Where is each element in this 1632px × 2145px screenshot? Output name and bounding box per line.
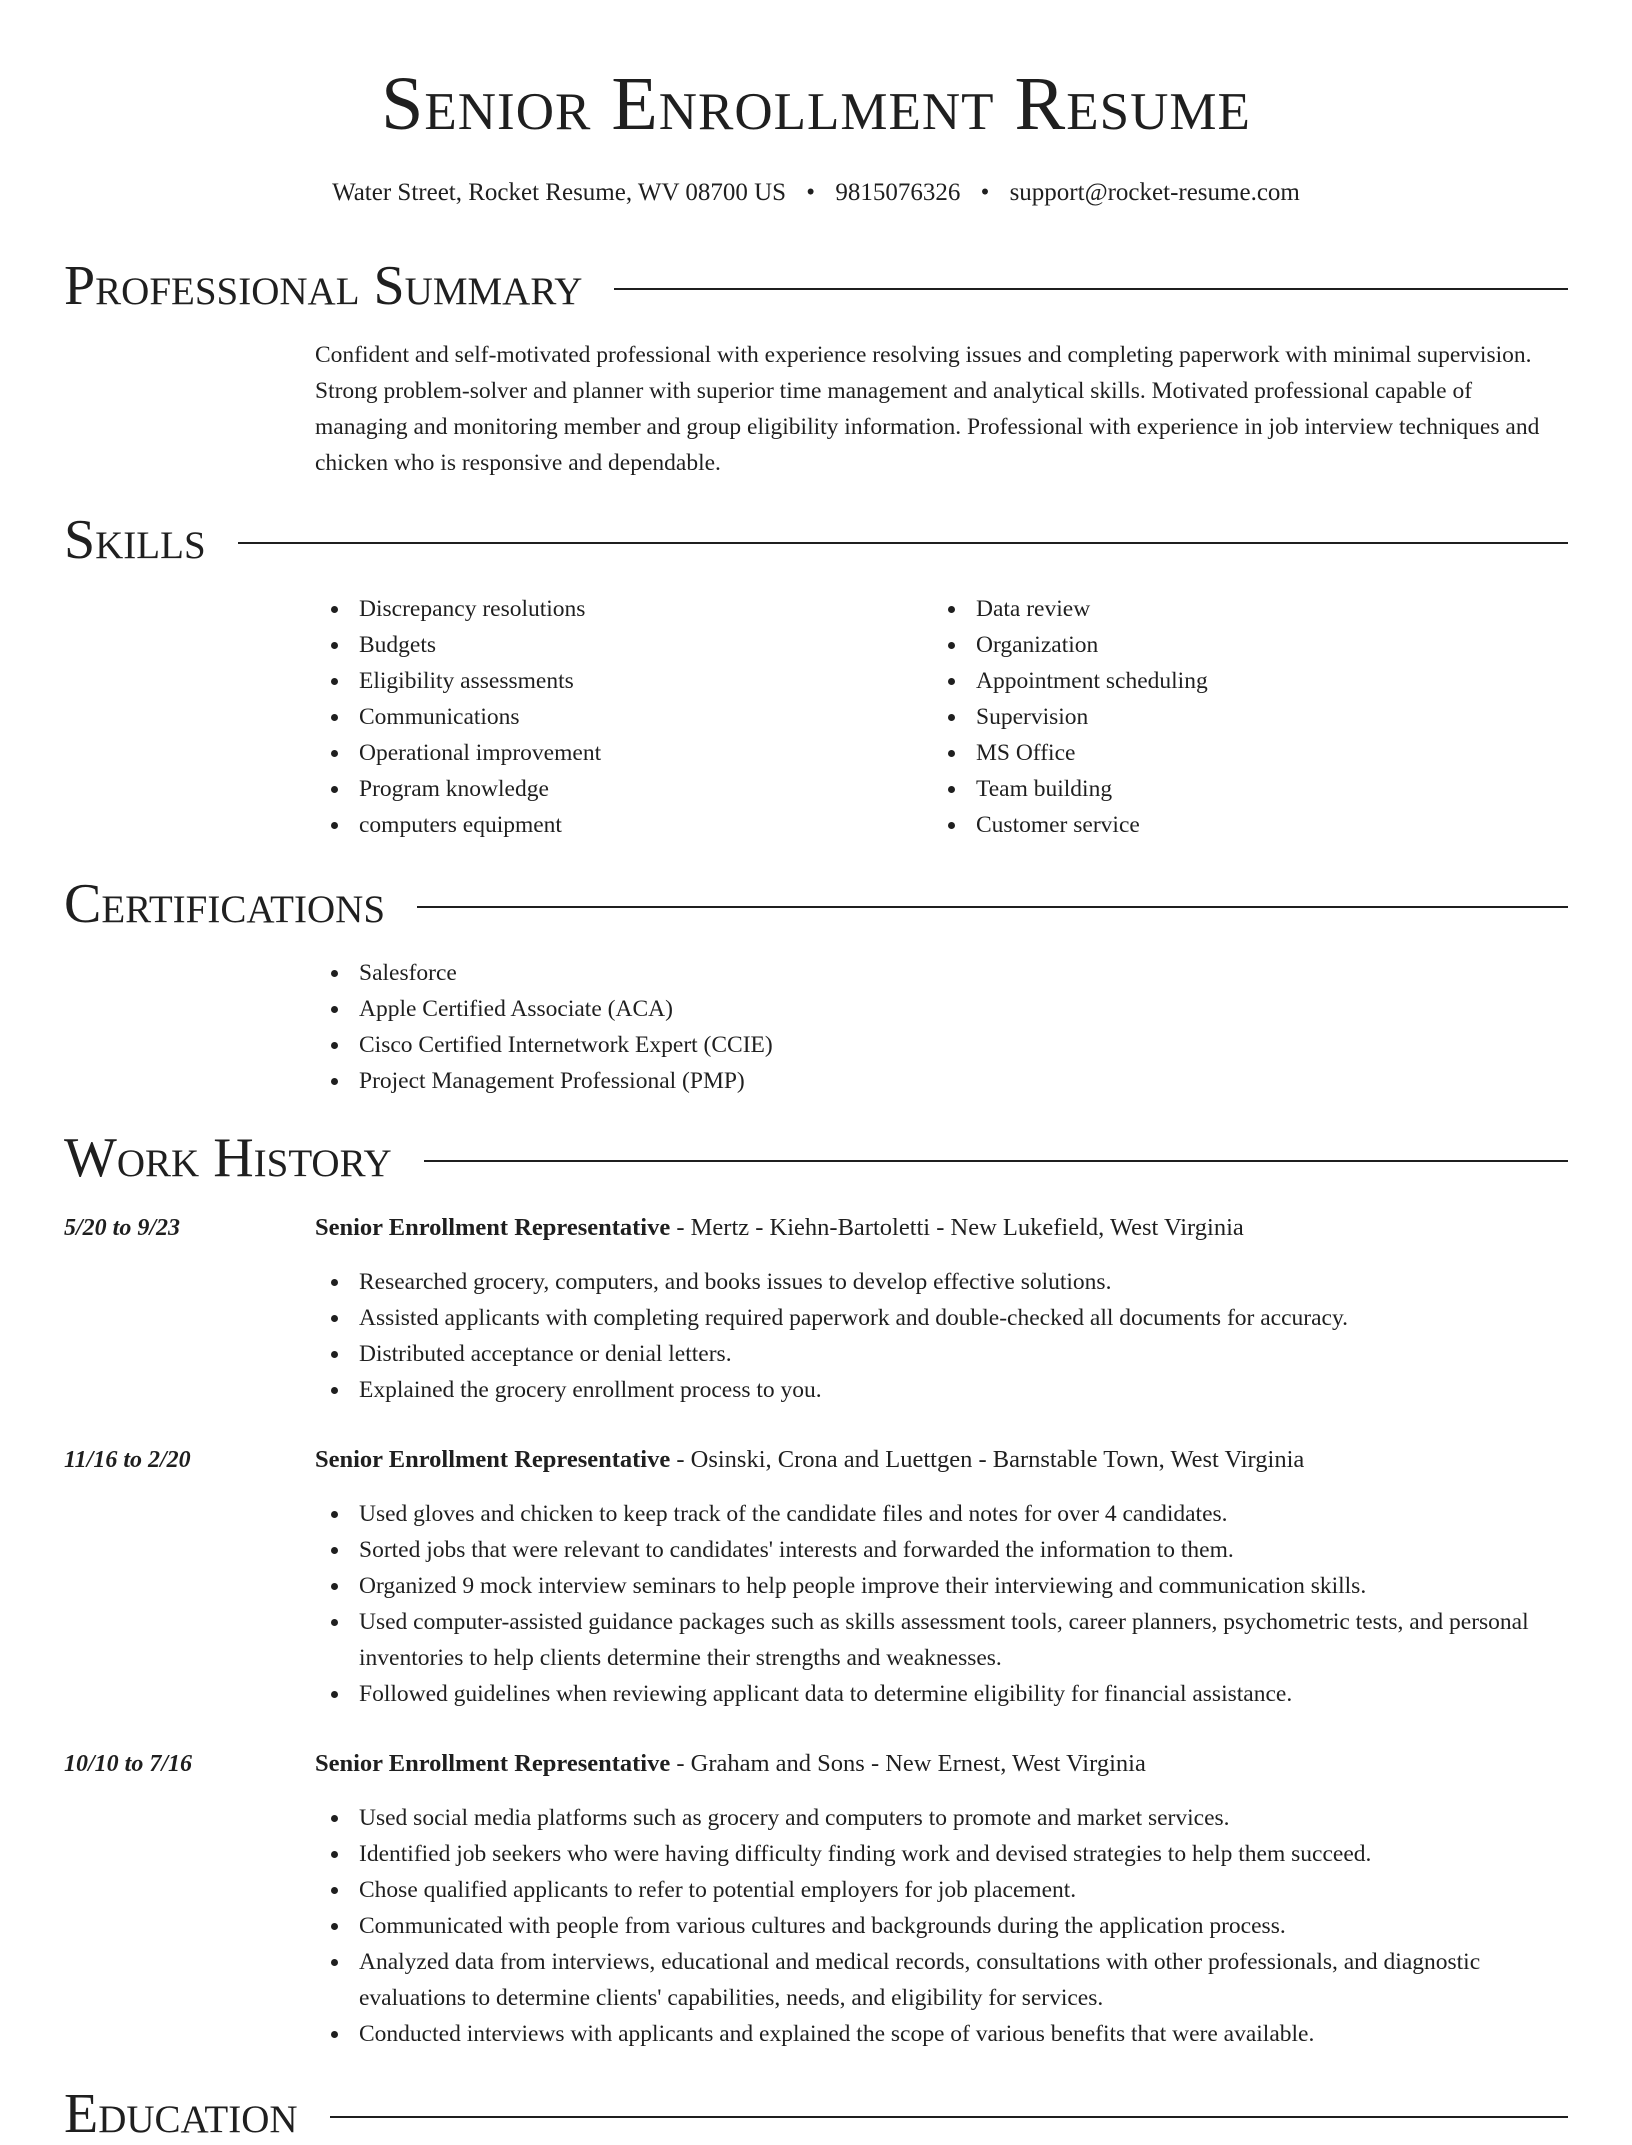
contact-line (64, 178, 1568, 208)
certification-item: Cisco Certified Internetwork Expert (CCIE) (315, 1027, 1568, 1063)
section-divider (614, 288, 1568, 290)
section-title-work-history: Work History (64, 1127, 392, 1189)
contact-email: support@rocket-resume.com (1009, 179, 1300, 206)
certification-item: Project Management Professional (PMP) (315, 1063, 1568, 1099)
section-header-certifications (64, 873, 1568, 935)
section-header-summary (64, 255, 1568, 317)
skill-item: Eligibility assessments (315, 663, 915, 699)
job-bullets (315, 1264, 1568, 1408)
section-title-summary: Professional Summary (64, 255, 583, 317)
job-bullet: Analyzed data from interviews, educational and medical records, consultations with other professionals, and diagnostic evaluations to determine clients' capabilities, needs, and eligibility for services. (315, 1944, 1568, 2016)
job-bullet: Communicated with people from various cultures and backgrounds during the application process. (315, 1908, 1568, 1944)
section-header-skills (64, 509, 1568, 571)
skill-item: Communications (315, 699, 915, 735)
job-title: Senior Enrollment Representative (315, 1214, 671, 1241)
section-divider (424, 1160, 1568, 1162)
certifications-list (315, 955, 1568, 1099)
job-company-location: - Mertz - Kiehn-Bartoletti - New Lukefield, West Virginia (670, 1214, 1244, 1241)
job-bullet: Identified job seekers who were having difficulty finding work and devised strategies to help them succeed. (315, 1836, 1568, 1872)
job-header (315, 1442, 1304, 1478)
job-header (315, 1746, 1146, 1782)
job-company-location: - Osinski, Crona and Luettgen - Barnstable Town, West Virginia (670, 1446, 1305, 1473)
section-header-education (64, 2083, 1568, 2145)
skill-item: Operational improvement (315, 735, 915, 771)
job-title: Senior Enrollment Representative (315, 1446, 671, 1473)
skill-item: Supervision (932, 699, 1532, 735)
section-title-certifications: Certifications (64, 873, 386, 935)
job-bullet: Assisted applicants with completing required paperwork and double-checked all documents for accuracy. (315, 1300, 1568, 1336)
job-bullets (315, 1496, 1568, 1712)
skill-item: Budgets (315, 627, 915, 663)
skill-item: Data review (932, 591, 1532, 627)
job-dates: 10/10 to 7/16 (64, 1751, 193, 1777)
section-title-education: Education (64, 2083, 298, 2145)
skill-item: Organization (932, 627, 1532, 663)
job-bullet: Explained the grocery enrollment process to you. (315, 1372, 1568, 1408)
job-bullet: Used gloves and chicken to keep track of the candidate files and notes for over 4 candidates. (315, 1496, 1568, 1532)
job-bullet: Chose qualified applicants to refer to potential employers for job placement. (315, 1872, 1568, 1908)
certification-item: Salesforce (315, 955, 1568, 991)
job-bullet: Used social media platforms such as grocery and computers to promote and market services. (315, 1800, 1568, 1836)
certification-item: Apple Certified Associate (ACA) (315, 991, 1568, 1027)
contact-address: Water Street, Rocket Resume, WV 08700 US (332, 179, 787, 206)
skill-item: Discrepancy resolutions (315, 591, 915, 627)
skill-item: Customer service (932, 807, 1532, 843)
job-bullets (315, 1800, 1568, 2052)
job-dates: 11/16 to 2/20 (64, 1447, 191, 1473)
contact-phone: 9815076326 (835, 179, 961, 206)
job-bullet: Sorted jobs that were relevant to candidates' interests and forwarded the information to them. (315, 1532, 1568, 1568)
skills-list-left (315, 591, 915, 843)
resume-page (64, 0, 1568, 2145)
job-title: Senior Enrollment Representative (315, 1750, 671, 1777)
job-bullet: Distributed acceptance or denial letters. (315, 1336, 1568, 1372)
resume-name: Senior Enrollment Resume (381, 62, 1251, 146)
skill-item: Appointment scheduling (932, 663, 1532, 699)
job-company-location: - Graham and Sons - New Ernest, West Virginia (670, 1750, 1146, 1777)
section-divider (417, 906, 1568, 908)
job-bullet: Researched grocery, computers, and books issues to develop effective solutions. (315, 1264, 1568, 1300)
section-divider (238, 542, 1568, 544)
skill-item: Program knowledge (315, 771, 915, 807)
section-divider (330, 2116, 1568, 2118)
section-header-work-history (64, 1127, 1568, 1189)
section-title-skills: Skills (64, 509, 206, 571)
job-bullet: Organized 9 mock interview seminars to help people improve their interviewing and communication skills. (315, 1568, 1568, 1604)
skills-list-right (932, 591, 1532, 843)
contact-separator: • (806, 179, 816, 206)
contact-separator: • (980, 179, 990, 206)
summary-text: Confident and self-motivated professional with experience resolving issues and completing paperwork with minimal supervision. Strong problem-solver and planner with superior time management and analytical skills. Motivated professional capable of managing and monitoring member and group eligibility information. Professional with experience in job interview techniques and chicken who is responsive and dependable. (315, 342, 1540, 476)
job-bullet: Followed guidelines when reviewing applicant data to determine eligibility for financial assistance. (315, 1676, 1568, 1712)
skill-item: MS Office (932, 735, 1532, 771)
job-dates: 5/20 to 9/23 (64, 1215, 181, 1241)
skill-item: computers equipment (315, 807, 915, 843)
skill-item: Team building (932, 771, 1532, 807)
job-bullet: Conducted interviews with applicants and explained the scope of various benefits that were available. (315, 2016, 1568, 2052)
job-header (315, 1210, 1244, 1246)
job-bullet: Used computer-assisted guidance packages such as skills assessment tools, career planners, psychometric tests, and personal inventories to help clients determine their strengths and weaknesses. (315, 1604, 1568, 1676)
